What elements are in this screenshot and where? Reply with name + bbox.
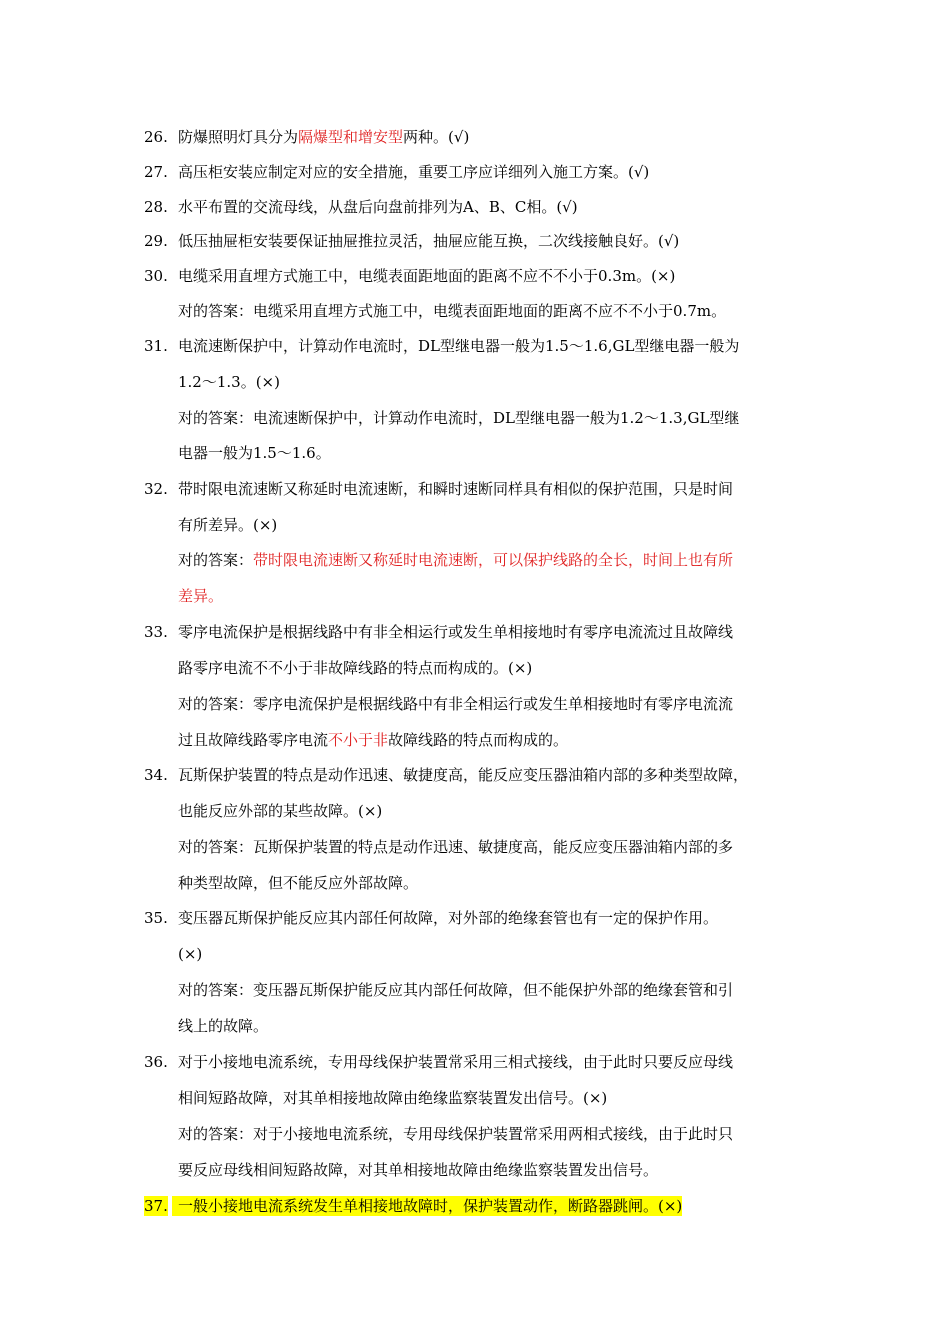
answer-text: 对的答案：变压器瓦斯保护能反应其内部任何故障，但不能保护外部的绝缘套管和引: [178, 981, 734, 999]
item-number: 26.: [144, 128, 168, 146]
red-text-segment: 带时限电流速断又称延时电流速断，可以保护线路的全长，时间上也有所: [253, 551, 734, 569]
answer-prefix: 对的答案：: [178, 551, 254, 569]
highlighted-item-text: 一般小接地电流系统发生单相接地故障时，保护装置动作，断路器跳闸。(×): [172, 1196, 682, 1216]
answer-text: 对的答案：电流速断保护中，计算动作电流时，DL型继电器一般为1.2～1.3,GL型继: [178, 409, 740, 427]
item-text: 高压柜安装应制定对应的安全措施，重要工序应详细列入施工方案。(√): [178, 163, 650, 181]
red-text-segment: 差异。: [178, 587, 224, 605]
item-number: 37.: [144, 1197, 168, 1215]
item-number: 34.: [144, 766, 168, 784]
item-text: 变压器瓦斯保护能反应其内部任何故障，对外部的绝缘套管也有一定的保护作用。: [178, 909, 719, 927]
answer-text: 要反应母线相间短路故障，对其单相接地故障由绝缘监察装置发出信号。: [178, 1161, 659, 1179]
item-text: 对于小接地电流系统，专用母线保护装置常采用三相式接线，由于此时只要反应母线: [178, 1053, 734, 1071]
red-text-segment: 隔爆型和增安型: [298, 128, 404, 146]
text-segment: 防爆照明灯具分为: [178, 128, 299, 146]
item-text: 1.2～1.3。(×): [178, 373, 280, 391]
answer-text: 线上的故障。: [178, 1017, 269, 1035]
answer-text: 对的答案：电缆采用直埋方式施工中，电缆表面距地面的距离不应不不小于0.7m。: [178, 302, 727, 320]
item-number: 27.: [144, 163, 168, 181]
answer-text: 种类型故障，但不能反应外部故障。: [178, 874, 419, 892]
item-text: 路零序电流不不小于非故障线路的特点而构成的。(×): [178, 659, 533, 677]
item-text: 电流速断保护中，计算动作电流时，DL型继电器一般为1.5～1.6,GL型继电器一般为: [178, 337, 740, 355]
item-number: 31.: [144, 337, 168, 355]
item-text: 低压抽屉柜安装要保证抽屉推拉灵活，抽屉应能互换，二次线接触良好。(√): [178, 232, 680, 250]
item-number: 35.: [144, 909, 168, 927]
item-text: 也能反应外部的某些故障。(×): [178, 802, 383, 820]
item-number: 33.: [144, 623, 168, 641]
item-text: 带时限电流速断又称延时电流速断，和瞬时速断同样具有相似的保护范围，只是时间: [178, 480, 734, 498]
item-text: 水平布置的交流母线，从盘后向盘前排列为A、B、C相。(√): [178, 198, 578, 216]
answer-text: 对的答案：对于小接地电流系统，专用母线保护装置常采用两相式接线，由于此时只: [178, 1125, 734, 1143]
answer-text: 对的答案：零序电流保护是根据线路中有非全相运行或发生单相接地时有零序电流流: [178, 695, 734, 713]
answer-text: [178, 550, 733, 570]
item-text: (×): [178, 945, 203, 963]
item-text: 零序电流保护是根据线路中有非全相运行或发生单相接地时有零序电流流过且故障线: [178, 623, 734, 641]
answer-text: 对的答案：瓦斯保护装置的特点是动作迅速、敏捷度高，能反应变压器油箱内部的多: [178, 838, 734, 856]
item-text: [178, 127, 469, 147]
text-segment: 过且故障线路零序电流: [178, 731, 329, 749]
text-segment: 故障线路的特点而构成的。: [388, 731, 569, 749]
item-text: 电缆采用直埋方式施工中，电缆表面距地面的距离不应不不小于0.3m。(×): [178, 267, 676, 285]
item-text: 瓦斯保护装置的特点是动作迅速、敏捷度高，能反应变压器油箱内部的多种类型故障，: [178, 766, 749, 784]
item-number: 30.: [144, 267, 168, 285]
item-number: 28.: [144, 198, 168, 216]
red-text-segment: 不小于非: [328, 731, 389, 749]
answer-text: [178, 730, 568, 750]
item-text: 有所差异。(×): [178, 516, 278, 534]
item-text: 相间短路故障，对其单相接地故障由绝缘监察装置发出信号。(×): [178, 1089, 608, 1107]
item-number: 36.: [144, 1053, 168, 1071]
answer-text: 电器一般为1.5～1.6。: [178, 444, 331, 462]
text-segment: 两种。(√): [403, 128, 470, 146]
item-number: 32.: [144, 480, 168, 498]
item-number: 29.: [144, 232, 168, 250]
